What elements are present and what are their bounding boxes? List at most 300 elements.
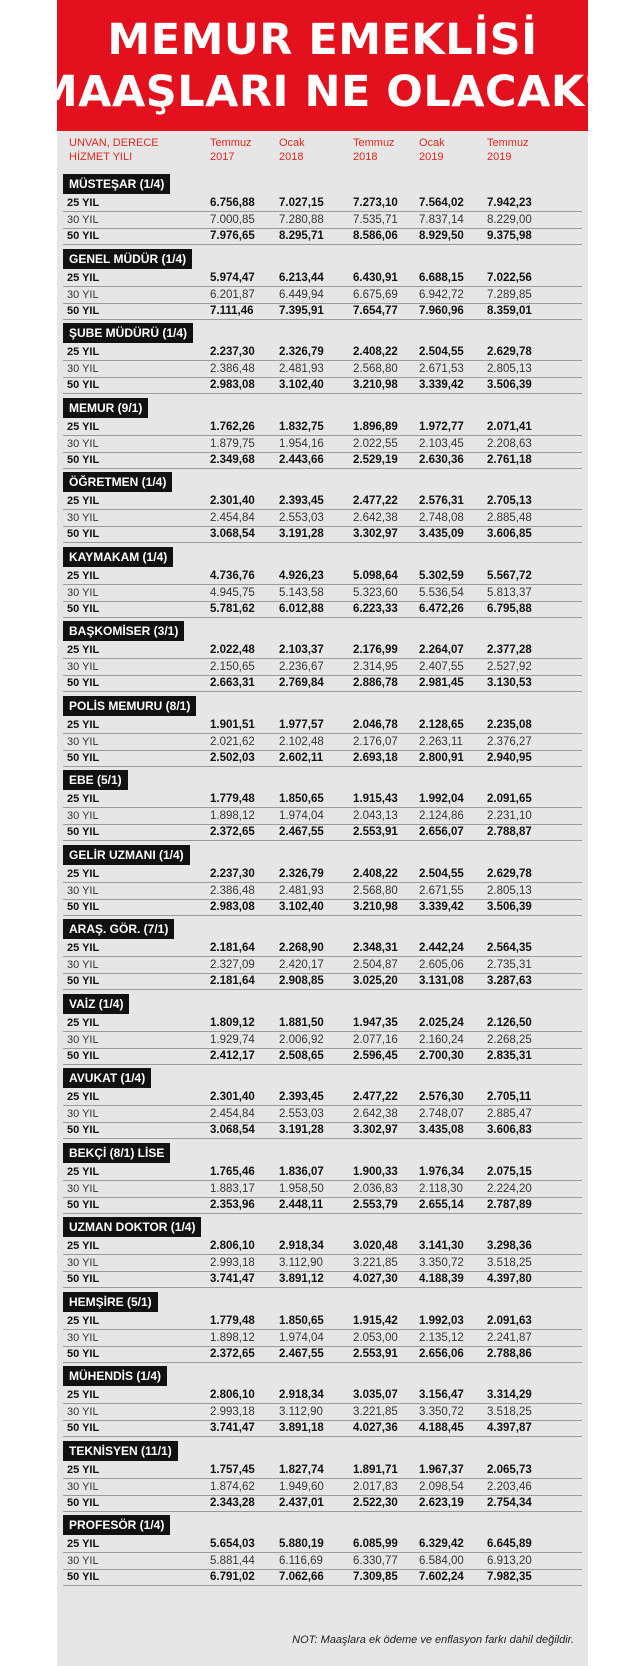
value-cell: 7.309,85	[353, 1571, 398, 1583]
table-row	[63, 1463, 582, 1479]
value-cell: 6.942,72	[419, 288, 464, 301]
table-row	[63, 825, 582, 841]
row-label: 30 YIL	[67, 1555, 99, 1567]
value-cell: 1.958,50	[279, 1182, 324, 1195]
row-label: 50 YIL	[67, 826, 100, 838]
value-cell: 2.623,19	[419, 1496, 464, 1509]
value-cell: 7.654,77	[353, 304, 398, 317]
value-cell: 3.741,47	[210, 1273, 255, 1285]
value-cell: 2.700,30	[419, 1049, 464, 1062]
row-label: 50 YIL	[67, 1571, 100, 1583]
value-cell: 2.481,93	[279, 363, 324, 375]
value-cell: 5.813,37	[487, 586, 532, 599]
value-cell: 2.053,00	[353, 1331, 398, 1344]
value-cell: 3.020,48	[353, 1240, 398, 1252]
value-cell: 2.176,99	[353, 644, 398, 656]
value-cell: 2.065,73	[487, 1463, 532, 1476]
value-cell: 2.671,53	[419, 363, 464, 375]
value-cell: 7.000,85	[210, 214, 255, 226]
value-cell: 2.021,62	[210, 735, 255, 748]
value-cell: 1.881,50	[279, 1016, 324, 1029]
value-cell: 1.762,26	[210, 420, 255, 433]
row-label: 30 YIL	[67, 959, 99, 971]
value-cell: 3.350,72	[419, 1257, 464, 1269]
value-cell: 2.529,19	[353, 453, 398, 466]
value-cell: 8.586,06	[353, 230, 398, 242]
header-period-month: Temmuz	[487, 137, 529, 149]
table-row	[63, 511, 582, 527]
value-cell: 1.929,74	[210, 1033, 255, 1046]
table-row	[63, 1421, 582, 1437]
group-title-badge: GENEL MÜDÜR (1/4)	[63, 249, 192, 269]
value-cell: 2.176,07	[353, 735, 398, 748]
value-cell: 2.437,01	[279, 1496, 324, 1509]
value-cell: 3.191,28	[279, 528, 324, 540]
value-cell: 7.062,66	[279, 1571, 324, 1583]
value-cell: 6.795,88	[487, 602, 532, 615]
value-cell: 2.448,11	[279, 1198, 324, 1211]
group-title-badge: MÜSTEŞAR (1/4)	[63, 174, 170, 194]
value-cell: 2.477,22	[353, 1091, 398, 1103]
row-label: 30 YIL	[67, 884, 99, 897]
row-label: 30 YIL	[67, 363, 99, 375]
value-cell: 4.736,76	[210, 569, 255, 582]
table-row	[63, 453, 582, 469]
value-cell: 2.553,91	[353, 1347, 398, 1360]
value-cell: 4.945,75	[210, 586, 255, 599]
value-cell: 2.091,65	[487, 793, 532, 805]
value-cell: 3.435,09	[419, 528, 464, 540]
value-cell: 2.477,22	[353, 495, 398, 507]
title-line-2: MAAŞLARI NE OLACAK?	[34, 66, 611, 117]
title-line-1: MEMUR EMEKLİSİ	[107, 14, 538, 65]
value-cell: 6.329,42	[419, 1538, 464, 1550]
value-cell: 2.467,55	[279, 1347, 324, 1360]
value-cell: 2.568,80	[353, 363, 398, 375]
value-cell: 5.323,60	[353, 586, 398, 599]
value-cell: 2.268,25	[487, 1033, 532, 1046]
table-row	[63, 1107, 582, 1123]
value-cell: 2.693,18	[353, 751, 398, 764]
value-cell: 5.781,62	[210, 602, 255, 615]
header-period-1	[210, 136, 252, 164]
value-cell: 6.223,33	[353, 602, 398, 615]
value-cell: 4.188,45	[419, 1422, 464, 1434]
value-cell: 6.791,02	[210, 1571, 255, 1583]
value-cell: 9.375,98	[487, 230, 532, 242]
row-label: 25 YIL	[67, 1016, 100, 1029]
value-cell: 2.788,87	[487, 826, 532, 838]
value-cell: 2.629,78	[487, 867, 532, 880]
table-row	[63, 288, 582, 304]
value-cell: 3.035,07	[353, 1389, 398, 1401]
value-cell: 2.735,31	[487, 959, 532, 971]
group-block	[57, 992, 588, 1067]
value-cell: 2.408,22	[353, 867, 398, 880]
value-cell: 2.091,63	[487, 1314, 532, 1327]
value-cell: 1.954,16	[279, 437, 324, 450]
table-row	[63, 1090, 582, 1106]
row-label: 25 YIL	[67, 1165, 100, 1178]
value-cell: 2.077,16	[353, 1033, 398, 1046]
group-title-badge: GELİR UZMANI (1/4)	[63, 845, 190, 865]
value-cell: 3.068,54	[210, 1124, 255, 1136]
value-cell: 2.236,67	[279, 661, 324, 673]
value-cell: 3.435,08	[419, 1124, 464, 1136]
value-cell: 2.160,24	[419, 1033, 464, 1046]
value-cell: 5.567,72	[487, 569, 532, 582]
header-period-year: 2018	[353, 151, 378, 163]
value-cell: 2.046,78	[353, 718, 398, 731]
value-cell: 2.576,31	[419, 495, 464, 507]
value-cell: 2.349,68	[210, 453, 255, 466]
value-cell: 7.982,35	[487, 1571, 532, 1583]
value-cell: 1.976,34	[419, 1165, 464, 1178]
value-cell: 2.981,45	[419, 677, 464, 689]
value-cell: 2.748,07	[419, 1108, 464, 1120]
group-title-badge: ARAŞ. GÖR. (7/1)	[63, 919, 174, 939]
value-cell: 2.504,55	[419, 346, 464, 358]
value-cell: 4.397,87	[487, 1422, 532, 1434]
value-cell: 2.135,12	[419, 1331, 464, 1344]
value-cell: 3.350,72	[419, 1406, 464, 1418]
value-cell: 3.131,08	[419, 975, 464, 987]
value-cell: 7.960,96	[419, 304, 464, 317]
group-block	[57, 768, 588, 843]
table-row	[63, 1256, 582, 1272]
value-cell: 2.393,45	[279, 1091, 324, 1103]
value-cell: 2.043,13	[353, 810, 398, 822]
value-cell: 3.518,25	[487, 1406, 532, 1418]
row-label: 25 YIL	[67, 420, 100, 433]
row-label: 30 YIL	[67, 512, 99, 524]
table-row	[63, 900, 582, 916]
value-cell: 2.605,06	[419, 959, 464, 971]
table-row	[63, 660, 582, 676]
value-cell: 1.827,74	[279, 1463, 324, 1476]
table-row	[63, 792, 582, 808]
value-cell: 2.527,92	[487, 661, 532, 673]
value-cell: 6.449,94	[279, 288, 324, 301]
row-label: 50 YIL	[67, 304, 100, 317]
value-cell: 5.974,47	[210, 271, 255, 284]
value-cell: 2.353,96	[210, 1198, 255, 1211]
value-cell: 2.022,55	[353, 437, 398, 450]
group-block	[57, 1066, 588, 1141]
value-cell: 6.116,69	[279, 1555, 323, 1567]
group-block	[57, 470, 588, 545]
row-label: 30 YIL	[67, 288, 99, 301]
table-row	[63, 1537, 582, 1553]
header-unvan-line-1: UNVAN, DERECE	[69, 137, 159, 149]
value-cell: 7.280,88	[279, 214, 324, 226]
table-row	[63, 1198, 582, 1214]
value-cell: 2.376,27	[487, 735, 532, 748]
row-label: 30 YIL	[67, 586, 99, 599]
value-cell: 2.075,15	[487, 1165, 532, 1178]
row-label: 25 YIL	[67, 569, 100, 582]
value-cell: 2.788,86	[487, 1347, 532, 1360]
value-cell: 2.103,37	[279, 644, 324, 656]
value-cell: 2.805,13	[487, 884, 532, 897]
value-cell: 1.779,48	[210, 793, 255, 805]
value-cell: 3.314,29	[487, 1389, 532, 1401]
value-cell: 3.102,40	[279, 900, 324, 913]
table-row	[63, 602, 582, 618]
table-row	[63, 643, 582, 659]
table-row	[63, 362, 582, 378]
value-cell: 7.022,56	[487, 271, 532, 284]
value-cell: 1.967,37	[419, 1463, 464, 1476]
value-cell: 2.237,30	[210, 346, 255, 358]
value-cell: 3.741,47	[210, 1422, 255, 1434]
value-cell: 1.949,60	[279, 1480, 324, 1493]
group-block	[57, 917, 588, 992]
value-cell: 2.467,55	[279, 826, 324, 838]
value-cell: 1.765,46	[210, 1165, 255, 1178]
value-cell: 7.564,02	[419, 197, 464, 209]
table-row	[63, 1405, 582, 1421]
value-cell: 2.908,85	[279, 975, 324, 987]
value-cell: 3.068,54	[210, 528, 255, 540]
table-row	[63, 1033, 582, 1049]
infographic-panel	[34, 0, 611, 1666]
value-cell: 1.915,42	[353, 1314, 398, 1327]
row-label: 30 YIL	[67, 661, 99, 673]
value-cell: 2.263,11	[419, 735, 463, 748]
row-label: 25 YIL	[67, 197, 100, 209]
row-label: 30 YIL	[67, 214, 99, 226]
salary-table	[57, 172, 588, 1588]
value-cell: 2.629,78	[487, 346, 532, 358]
row-label: 50 YIL	[67, 528, 100, 540]
value-cell: 2.150,65	[210, 661, 255, 673]
value-cell: 1.891,71	[353, 1463, 398, 1476]
group-title-badge: BAŞKOMİSER (3/1)	[63, 621, 184, 641]
table-row	[63, 809, 582, 825]
value-cell: 2.124,86	[419, 810, 464, 822]
group-title-badge: PROFESÖR (1/4)	[63, 1515, 170, 1535]
value-cell: 2.442,24	[419, 942, 464, 954]
value-cell: 2.237,30	[210, 867, 255, 880]
value-cell: 3.210,98	[353, 900, 398, 913]
value-cell: 2.553,03	[279, 512, 324, 524]
value-cell: 2.372,65	[210, 826, 255, 838]
value-cell: 2.036,83	[353, 1182, 398, 1195]
value-cell: 2.671,55	[419, 884, 464, 897]
value-cell: 2.348,31	[353, 942, 398, 954]
row-label: 50 YIL	[67, 1422, 100, 1434]
value-cell: 2.443,66	[279, 453, 324, 466]
group-block	[57, 1141, 588, 1216]
group-block	[57, 545, 588, 620]
header-period-4	[419, 136, 445, 164]
header-period-2	[279, 136, 305, 164]
value-cell: 1.874,62	[210, 1480, 255, 1493]
row-label: 50 YIL	[67, 751, 100, 764]
table-row	[63, 1016, 582, 1032]
value-cell: 2.787,89	[487, 1198, 532, 1211]
value-cell: 3.606,85	[487, 528, 532, 540]
row-label: 25 YIL	[67, 793, 100, 805]
table-row	[63, 1570, 582, 1586]
table-row	[63, 958, 582, 974]
header-period-month: Temmuz	[353, 137, 395, 149]
header-period-month: Temmuz	[210, 137, 252, 149]
group-block	[57, 694, 588, 769]
header-period-3	[353, 136, 395, 164]
value-cell: 2.372,65	[210, 1347, 255, 1360]
table-row	[63, 974, 582, 990]
group-title-badge: KAYMAKAM (1/4)	[63, 547, 173, 567]
table-row	[63, 1314, 582, 1330]
row-label: 30 YIL	[67, 1406, 99, 1418]
value-cell: 3.298,36	[487, 1240, 532, 1252]
value-cell: 1.972,77	[419, 420, 464, 433]
value-cell: 2.126,50	[487, 1016, 532, 1029]
row-label: 50 YIL	[67, 453, 100, 466]
value-cell: 1.896,89	[353, 420, 398, 433]
value-cell: 8.359,01	[487, 304, 532, 317]
value-cell: 3.025,20	[353, 975, 398, 987]
group-title-badge: ÖĞRETMEN (1/4)	[63, 472, 172, 492]
value-cell: 2.181,64	[210, 975, 255, 987]
row-label: 50 YIL	[67, 1124, 100, 1136]
value-cell: 6.756,88	[210, 197, 255, 209]
value-cell: 5.881,44	[210, 1555, 255, 1567]
value-cell: 1.992,03	[419, 1314, 464, 1327]
value-cell: 5.880,19	[279, 1538, 324, 1550]
value-cell: 5.654,03	[210, 1538, 255, 1550]
table-row	[63, 751, 582, 767]
value-cell: 2.800,91	[419, 751, 464, 764]
table-row	[63, 1182, 582, 1198]
table-row	[63, 1480, 582, 1496]
value-cell: 2.343,28	[210, 1496, 255, 1509]
table-row	[63, 304, 582, 320]
value-cell: 7.289,85	[487, 288, 532, 301]
value-cell: 2.326,79	[279, 346, 324, 358]
table-row	[63, 676, 582, 692]
table-row	[63, 569, 582, 585]
value-cell: 2.655,14	[419, 1198, 464, 1211]
value-cell: 2.886,78	[353, 677, 398, 689]
value-cell: 2.656,06	[419, 1347, 464, 1360]
value-cell: 2.602,11	[279, 751, 324, 764]
row-label: 30 YIL	[67, 735, 99, 748]
value-cell: 3.518,25	[487, 1257, 532, 1269]
value-cell: 6.688,15	[419, 271, 464, 284]
row-label: 30 YIL	[67, 1108, 99, 1120]
row-label: 25 YIL	[67, 495, 100, 507]
value-cell: 2.025,24	[419, 1016, 464, 1029]
value-cell: 1.879,75	[210, 437, 255, 450]
value-cell: 7.273,10	[353, 197, 398, 209]
table-row	[63, 1388, 582, 1404]
value-cell: 1.850,65	[279, 1314, 324, 1327]
row-label: 30 YIL	[67, 1331, 99, 1344]
value-cell: 1.757,45	[210, 1463, 255, 1476]
value-cell: 6.201,87	[210, 288, 255, 301]
value-cell: 5.536,54	[419, 586, 464, 599]
value-cell: 2.481,93	[279, 884, 324, 897]
value-cell: 2.806,10	[210, 1240, 255, 1252]
group-title-badge: MÜHENDİS (1/4)	[63, 1366, 167, 1386]
value-cell: 2.412,17	[210, 1049, 255, 1062]
value-cell: 2.553,91	[353, 826, 398, 838]
value-cell: 2.235,08	[487, 718, 532, 731]
row-label: 25 YIL	[67, 867, 100, 880]
value-cell: 2.408,22	[353, 346, 398, 358]
value-cell: 2.224,20	[487, 1182, 532, 1195]
header-period-month: Ocak	[279, 137, 305, 149]
row-label: 50 YIL	[67, 677, 100, 689]
table-row	[63, 494, 582, 510]
group-title-badge: MEMUR (9/1)	[63, 398, 148, 418]
row-label: 25 YIL	[67, 942, 100, 954]
value-cell: 7.942,23	[487, 197, 532, 209]
value-cell: 2.128,65	[419, 718, 464, 731]
value-cell: 1.915,43	[353, 793, 398, 805]
value-cell: 2.268,90	[279, 942, 324, 954]
group-title-badge: POLİS MEMURU (8/1)	[63, 696, 196, 716]
row-label: 25 YIL	[67, 1538, 100, 1550]
group-block	[57, 619, 588, 694]
value-cell: 2.705,13	[487, 495, 532, 507]
value-cell: 2.754,34	[487, 1496, 532, 1509]
table-row	[63, 718, 582, 734]
row-label: 50 YIL	[67, 975, 100, 987]
value-cell: 2.301,40	[210, 1091, 255, 1103]
value-cell: 2.454,84	[210, 512, 255, 524]
value-cell: 3.210,98	[353, 379, 398, 391]
value-cell: 6.012,88	[279, 602, 324, 615]
value-cell: 4.027,30	[353, 1273, 398, 1285]
group-block	[57, 1364, 588, 1439]
value-cell: 2.576,30	[419, 1091, 464, 1103]
value-cell: 2.564,35	[487, 942, 532, 954]
row-label: 50 YIL	[67, 1496, 100, 1509]
row-label: 50 YIL	[67, 1049, 100, 1062]
value-cell: 2.918,34	[279, 1240, 324, 1252]
value-cell: 2.748,08	[419, 512, 464, 524]
value-cell: 2.630,36	[419, 453, 464, 466]
value-cell: 2.420,17	[279, 959, 324, 971]
value-cell: 1.947,35	[353, 1016, 398, 1029]
value-cell: 8.229,00	[487, 214, 532, 226]
header-unvan-line-2: HİZMET YILI	[69, 151, 133, 163]
value-cell: 2.885,47	[487, 1108, 532, 1120]
row-label: 25 YIL	[67, 1463, 100, 1476]
value-cell: 3.606,83	[487, 1124, 532, 1136]
row-label: 30 YIL	[67, 1480, 99, 1493]
value-cell: 2.181,64	[210, 942, 255, 954]
value-cell: 2.705,11	[487, 1091, 532, 1103]
value-cell: 3.156,47	[419, 1389, 464, 1401]
group-title-badge: AVUKAT (1/4)	[63, 1068, 151, 1088]
value-cell: 2.993,18	[210, 1257, 255, 1269]
value-cell: 3.339,42	[419, 900, 464, 913]
value-cell: 2.918,34	[279, 1389, 324, 1401]
value-cell: 2.327,09	[210, 959, 255, 971]
value-cell: 2.983,08	[210, 900, 255, 913]
value-cell: 2.508,65	[279, 1049, 324, 1062]
group-block	[57, 1513, 588, 1588]
table-row	[63, 884, 582, 900]
value-cell: 1.809,12	[210, 1016, 255, 1029]
table-row	[63, 229, 582, 245]
value-cell: 2.663,31	[210, 677, 255, 689]
